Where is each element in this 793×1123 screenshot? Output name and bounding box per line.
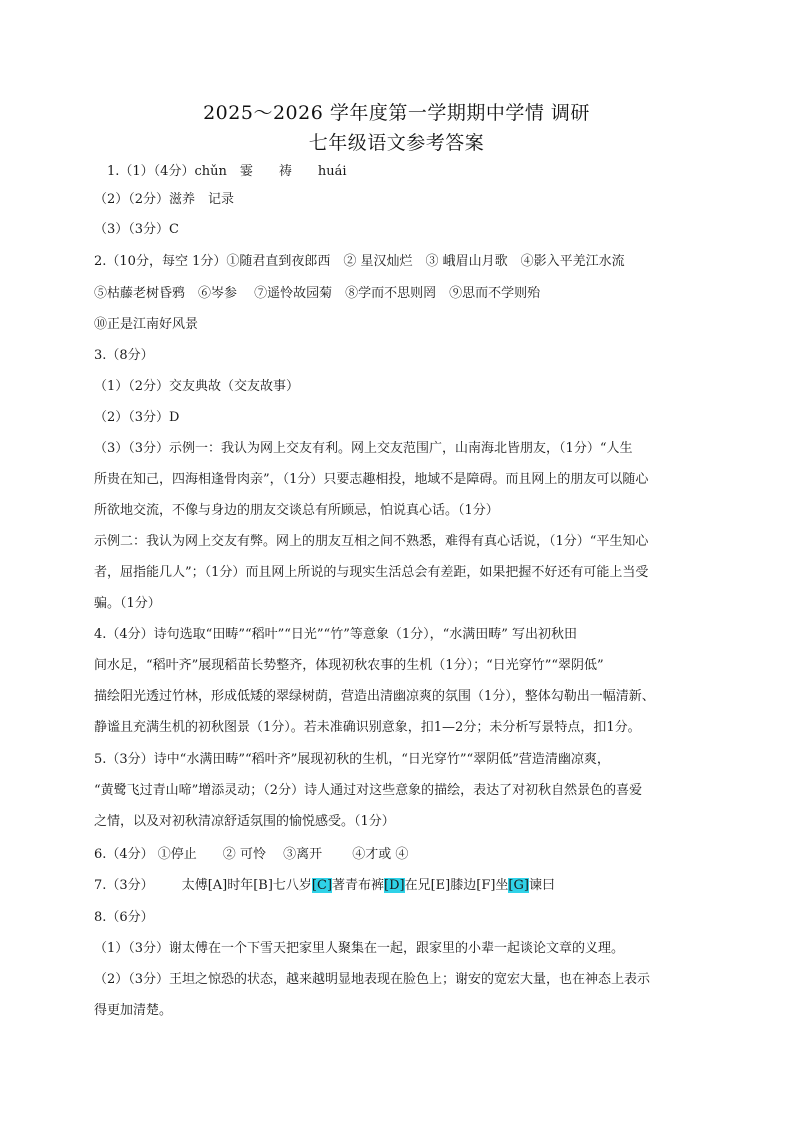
answer-q3-3-line5: 者，屈指能几人”；（1分）而且网上所说的与现实生活总会有差距，如果把握不好还有可能上当受 [94,565,649,580]
document-subtitle: 七年级语文参考答案 [308,132,485,154]
answer-q4-line2: 间水足，“稻叶齐”展现稻苗长势整齐，体现初秋农事的生机（1分）；“日光穿竹”“翠阴低” [94,658,604,673]
answer-q5-line2: “黄鹭飞过青山啼”增添灵动；（2分）诗人通过对这些意象的描绘，表达了对初秋自然景色的喜爱 [94,783,643,798]
document-title: 2025～2026 学年度第一学期期中学情 调研 [203,102,590,124]
answer-q3-heading: 3.（8分） [94,348,154,363]
answer-q4-line1: 4.（4分）诗句选取“田畴”“稻叶”“日光”“竹”等意象（1分），“水满田畴” 写出初秋田 [94,627,578,642]
answer-q2-line3: ⑩正是江南好风景 [94,317,199,332]
answer-q3-2: （2）（3分）D [94,410,180,425]
answer-q7-text-part1: 太傅[A]时年[B]七八岁 [181,878,312,893]
answer-q5-line3: 之情，以及对初秋清凉舒适氛围的愉悦感受。（1分） [94,814,395,829]
answer-q7-highlight-c: [C] [311,878,333,893]
answer-q8-2-line2: 得更加清楚。 [94,1003,173,1018]
answer-q4-line4: 静谧且充满生机的初秋图景（1分）。若未准确识别意象，扣1—2分；未分析写景特点，扣1分。 [94,720,641,735]
answer-q1-1: 1.（1）（4分）chǔn 霎 祷 huái [107,164,347,179]
answer-q6: 6.（4分） ①停止 ② 可怜 ③离开 ④才或 ④ [94,847,409,862]
answer-q7-highlight-d: [D] [384,878,405,893]
answer-q3-3-line2: 所贵在知己，四海相逢骨肉亲”，（1分）只要志趣相投，地域不是障碍。而且网上的朋友可以随心 [94,472,649,487]
answer-q8-1: （1）（3分）谢太傅在一个下雪天把家里人聚集在一起，跟家里的小辈一起谈论文章的义理。 [94,941,625,956]
answer-q4-line3: 描绘阳光透过竹林，形成低矮的翠绿树荫，营造出清幽凉爽的氛围（1分），整体勾勒出一幅清新、 [94,689,655,704]
answer-q7-text-part4: 谏曰 [528,878,555,893]
answer-q2-line1: 2.（10分，每空 1分）①随君直到夜郎西 ② 星汉灿烂 ③ 峨眉山月歌 ④影入平羌江水流 [94,254,625,269]
answer-q7-text-part2: 著青布裤 [332,878,385,893]
answer-q5-line1: 5.（3分）诗中“水满田畴”“稻叶齐”展现初秋的生机，“日光穿竹”“翠阴低”营造清幽凉爽， [94,752,610,767]
answer-q7-prefix: 7.（3分） [94,878,154,893]
answer-q3-3-line6: 骗。（1分） [94,596,161,611]
answer-q3-3-line1: （3）（3分）示例一：我认为网上交友有利。网上交友范围广，山南海北皆朋友，（1分）“人生 [94,441,633,456]
answer-q3-3-line3: 所欲地交流，不像与身边的朋友交谈总有所顾忌，怕说真心话。（1分） [94,503,499,518]
answer-q3-3-line4: 示例二：我认为网上交友有弊。网上的朋友互相之间不熟悉，难得有真心话说，（1分）“平生知心 [94,534,649,549]
answer-q7-highlight-g: [G] [508,878,529,893]
answer-q8-2-line1: （2）（3分）王坦之惊恐的状态，越来越明显地表现在脸色上；谢安的宽宏大量，也在神态上表示 [94,972,651,987]
answer-q1-2: （2）（2分）滋养 记录 [94,192,235,207]
answer-q2-line2: ⑤枯藤老树昏鸦 ⑥岑参 ⑦遥怜故园菊 ⑧学而不思则罔 ⑨思而不学则殆 [94,286,541,301]
answer-q7 [94,874,555,893]
answer-q8-heading: 8.（6分） [94,910,154,925]
answer-q7-text-part3: 在兄[E]膝边[F]坐 [404,878,509,893]
answer-q3-1: （1）（2分）交友典故（交友故事） [94,379,300,394]
answer-q1-3: （3）（3分）C [94,222,179,237]
